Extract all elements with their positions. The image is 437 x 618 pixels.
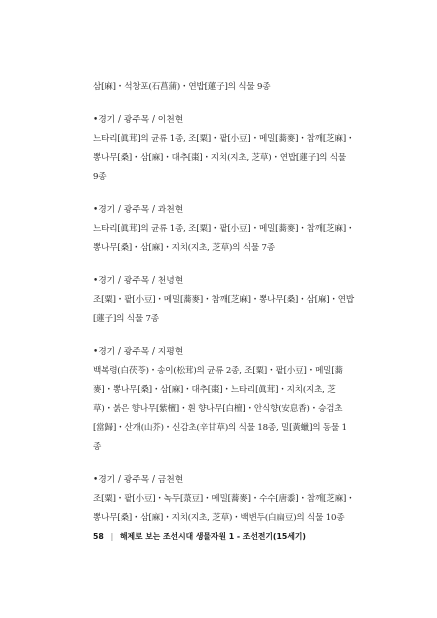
section-line: 느타리[眞茸]의 균류 1종, 조[粟]・팥[小豆]・메밀[蕎麥]・참깨[芝麻]・ [93,134,355,144]
page-number: 58 [93,532,104,541]
section-line: 조[粟]・팥[小豆]・녹두[菉豆]・메밀[蕎麥]・수수[唐黍]・참깨[芝麻]・ [93,494,355,504]
section-line: 조[粟]・팥[小豆]・메밀[蕎麥]・참깨[芝麻]・뽕나무[桑]・삼[麻]・연밥 [93,295,354,305]
section-cheonnyeong [93,272,354,329]
book-title: 해제로 보는 조선시대 생물자원 1 - 조선전기(15세기) [119,532,306,541]
section-line: 느타리[眞茸]의 균류 1종, 조[粟]・팥[小豆]・메밀[蕎麥]・참깨[芝麻]・ [93,224,355,234]
section-heading: •경기 / 광주목 / 이천현 [93,115,184,125]
section-line: 종 [93,442,102,452]
section-icheon [93,111,355,187]
section-line: 뽕나무[桑]・삼[麻]・지치(지초, 芝草)・백변두(白扁豆)의 식물 10종 [93,513,345,523]
section-gwacheon [93,201,355,258]
intro-line: 삼[麻]・석창포(石菖蒲)・연밥[蓮子]의 식물 9종 [93,82,271,92]
section-heading: •경기 / 광주목 / 과천현 [93,205,184,215]
section-line: 草)・붉은 향나무[紫檀]・흰 향나무[白檀]・안식향(安息香)・승검초 [93,404,343,414]
section-line: [蓮子]의 식물 7종 [93,314,159,324]
section-geumcheon [93,471,355,528]
section-line: [當歸]・산개(山芥)・신감초(辛甘草)의 식물 18종, 밀[黃蠟]의 동물 1 [93,423,347,433]
section-line: 백복령(白茯苓)・송이(松茸)의 균류 2종, 조[粟]・팥[小豆]・메밀[蕎 [93,366,343,376]
page-footer [93,531,306,542]
section-line: 뽕나무[桑]・삼[麻]・지치(지초, 芝草)의 식물 7종 [93,243,275,253]
section-heading: •경기 / 광주목 / 금천현 [93,475,184,485]
section-heading: •경기 / 광주목 / 천녕현 [93,276,184,286]
section-line: 麥]・뽕나무[桑]・삼[麻]・대추[棗]・느타리[眞茸]・지치(지초, 芝 [93,385,336,395]
section-line: 뽕나무[桑]・삼[麻]・대추[棗]・지치(지초, 芝草)・연밥[蓮子]의 식물 [93,153,346,163]
section-line: 9종 [93,172,107,182]
footer-separator: | [110,532,114,541]
document-body [93,78,355,528]
section-heading: •경기 / 광주목 / 지평현 [93,347,184,357]
section-jipyeong [93,343,351,457]
